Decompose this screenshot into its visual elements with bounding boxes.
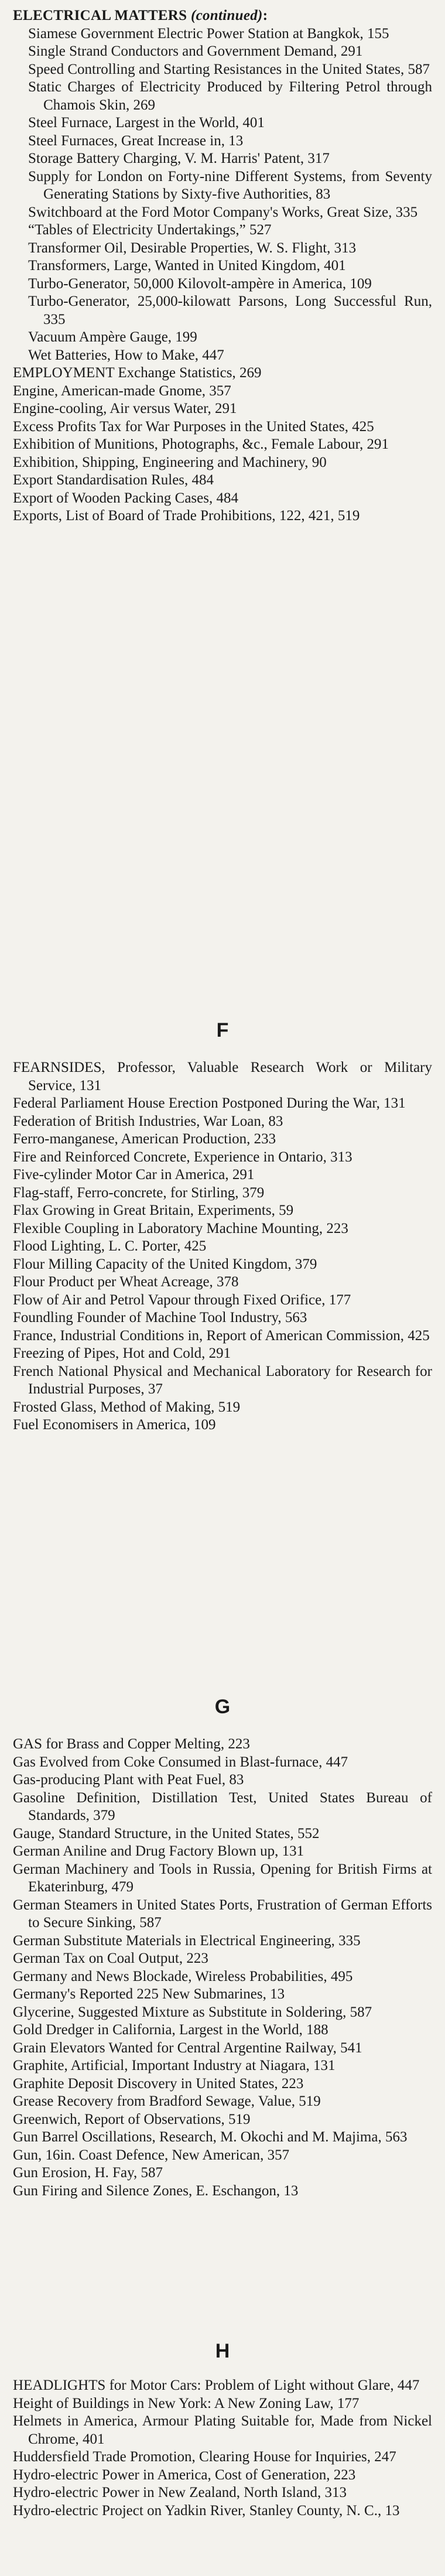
index-entry: Ferro-manganese, American Production, 233 — [13, 1131, 276, 1147]
index-entry: Hydro-electric Power in America, Cost of Generation, 223 — [13, 2466, 356, 2483]
index-entry: Gun Barrel Oscillations, Research, M. Okochi and M. Majima, 563 — [13, 2129, 408, 2145]
index-entry: Turbo-Generator, 25,000-kilowatt Parsons, Long Successful Run, 335 — [28, 293, 432, 327]
entry-list — [13, 364, 432, 525]
index-entry: Flexible Coupling in Laboratory Machine Mounting, 223 — [13, 1220, 348, 1236]
index-entry: Five-cylinder Motor Car in America, 291 — [13, 1167, 255, 1183]
index-entry: Flour Product per Wheat Acreage, 378 — [13, 1274, 239, 1290]
index-entry: EMPLOYMENT Exchange Statistics, 269 — [13, 365, 262, 381]
index-entry: Flag-staff, Ferro-concrete, for Stirling, 379 — [13, 1184, 265, 1201]
index-entry: Export of Wooden Packing Cases, 484 — [13, 490, 238, 506]
section-f — [13, 1059, 432, 1434]
index-entry: Static Charges of Electricity Produced by Filtering Petrol through Chamois Skin, 269 — [28, 79, 432, 113]
index-entry: Gun Firing and Silence Zones, E. Eschangon, 13 — [13, 2182, 299, 2199]
index-entry: Siamese Government Electric Power Station at Bangkok, 155 — [28, 25, 389, 42]
index-entry: Helmets in America, Armour Plating Suitable for, Made from Nickel Chrome, 401 — [13, 2413, 432, 2447]
heading-continued: (continued) — [190, 8, 263, 23]
index-entry: Gold Dredger in California, Largest in the World, 188 — [13, 2022, 328, 2038]
index-entry: Hydro-electric Power in New Zealand, North Island, 313 — [13, 2485, 347, 2500]
entry-list — [13, 1059, 432, 1434]
section-letter-h: H — [215, 2340, 230, 2362]
index-entry: Gun, 16in. Coast Defence, New American, 357 — [13, 2147, 290, 2163]
index-entry: FEARNSIDES, Professor, Valuable Research Work or Military Service, 131 — [13, 1060, 432, 1094]
section-g — [13, 1735, 432, 2200]
section-letter-f: F — [216, 1019, 229, 1041]
heading-text: ELECTRICAL MATTERS — [13, 8, 187, 23]
index-entry: French National Physical and Mechanical Laboratory for Research for Industrial Purposes, 37 — [13, 1363, 432, 1397]
index-entry: Frosted Glass, Method of Making, 519 — [13, 1399, 241, 1415]
index-entry: Federal Parliament House Erection Postponed During the War, 131 — [13, 1095, 406, 1111]
index-entry: Foundling Founder of Machine Tool Industry, 563 — [13, 1310, 307, 1325]
index-entry: Grain Elevators Wanted for Central Argentine Railway, 541 — [13, 2039, 362, 2056]
index-entry: Greenwich, Report of Observations, 519 — [13, 2111, 251, 2127]
index-entry: Vacuum Ampère Gauge, 199 — [28, 329, 197, 345]
index-entry: “Tables of Electricity Undertakings,” 527 — [28, 222, 272, 238]
index-entry: Graphite, Artificial, Important Industry at Niagara, 131 — [13, 2058, 336, 2073]
index-entry: Germany's Reported 225 New Submarines, 13 — [13, 1986, 285, 2002]
index-entry: France, Industrial Conditions in, Report of American Commission, 425 — [13, 1327, 430, 1344]
index-entry: Exports, List of Board of Trade Prohibitions, 122, 421, 519 — [13, 508, 360, 524]
index-entry: German Aniline and Drug Factory Blown up, 131 — [13, 1843, 304, 1859]
heading-colon: : — [262, 8, 268, 23]
index-entry: Glycerine, Suggested Mixture as Substitute in Soldering, 587 — [13, 2004, 372, 2020]
index-entry: Speed Controlling and Starting Resistances in the United States, 587 — [28, 61, 430, 77]
index-entry: Height of Buildings in New York: A New Zoning Law, 177 — [13, 2395, 360, 2411]
index-entry: Steel Furnaces, Great Increase in, 13 — [28, 132, 244, 149]
index-entry: Steel Furnace, Largest in the World, 401 — [28, 115, 265, 131]
index-entry: HEADLIGHTS for Motor Cars: Problem of Light without Glare, 447 — [13, 2377, 420, 2393]
index-entry: GAS for Brass and Copper Melting, 223 — [13, 1736, 250, 1752]
index-entry: Gas-producing Plant with Peat Fuel, 83 — [13, 1772, 244, 1788]
index-entry: Gun Erosion, H. Fay, 587 — [13, 2165, 163, 2181]
index-entry: Switchboard at the Ford Motor Company's Works, Great Size, 335 — [28, 204, 418, 220]
index-entry: Graphite Deposit Discovery in United States, 223 — [13, 2075, 304, 2092]
index-entry: Flax Growing in Great Britain, Experiments, 59 — [13, 1202, 294, 1218]
index-entry: Transformer Oil, Desirable Properties, W. S. Flight, 313 — [28, 240, 357, 256]
index-entry: Freezing of Pipes, Hot and Cold, 291 — [13, 1345, 231, 1361]
index-entry: Engine-cooling, Air versus Water, 291 — [13, 401, 237, 416]
index-entry: German Steamers in United States Ports, Frustration of German Efforts to Secure Sinking, 587 — [13, 1897, 432, 1931]
index-entry: Turbo-Generator, 50,000 Kilovolt-ampère in America, 109 — [28, 275, 372, 292]
index-entry: Flood Lighting, L. C. Porter, 425 — [13, 1238, 207, 1254]
section-heading — [13, 7, 432, 25]
index-entry: Exhibition, Shipping, Engineering and Machinery, 90 — [13, 454, 327, 470]
section-h — [13, 2377, 432, 2520]
index-entry: Gas Evolved from Coke Consumed in Blast-furnace, 447 — [13, 1754, 348, 1770]
index-entry: Germany and News Blockade, Wireless Probabilities, 495 — [13, 1968, 353, 1984]
index-entry: Grease Recovery from Bradford Sewage, Value, 519 — [13, 2093, 321, 2109]
index-entry: Exhibition of Munitions, Photographs, &c., Female Labour, 291 — [13, 436, 389, 452]
entry-list — [13, 1735, 432, 2200]
index-entry: Gasoline Definition, Distillation Test, United States Bureau of Standards, 379 — [13, 1789, 432, 1823]
section-electrical-matters — [13, 7, 432, 525]
index-entry: Fuel Economisers in America, 109 — [13, 1417, 216, 1433]
index-entry: Flour Milling Capacity of the United Kingdom, 379 — [13, 1256, 317, 1272]
entry-list — [13, 2377, 432, 2520]
section-letter-g: G — [214, 1696, 231, 1718]
index-entry: Wet Batteries, How to Make, 447 — [28, 347, 224, 363]
sub-entry-list — [13, 25, 432, 365]
index-entry: Huddersfield Trade Promotion, Clearing House for Inquiries, 247 — [13, 2449, 396, 2465]
index-entry: Gauge, Standard Structure, in the United States, 552 — [13, 1825, 320, 1842]
index-entry: Federation of British Industries, War Loan, 83 — [13, 1113, 283, 1129]
index-entry: Single Strand Conductors and Government Demand, 291 — [28, 43, 363, 59]
index-entry: Transformers, Large, Wanted in United Kingdom, 401 — [28, 258, 346, 274]
index-entry: German Machinery and Tools in Russia, Opening for British Firms at Ekaterinburg, 479 — [13, 1861, 432, 1895]
index-entry: Excess Profits Tax for War Purposes in the United States, 425 — [13, 418, 374, 435]
index-entry: Flow of Air and Petrol Vapour through Fixed Orifice, 177 — [13, 1292, 351, 1308]
index-entry: Fire and Reinforced Concrete, Experience in Ontario, 313 — [13, 1149, 352, 1165]
index-entry: Hydro-electric Project on Yadkin River, Stanley County, N. C., 13 — [13, 2502, 400, 2519]
index-entry: Supply for London on Forty-nine Different Systems, from Seventy Generating Stations by Sixty-five Authorities, 83 — [28, 168, 432, 202]
index-entry: German Tax on Coal Output, 223 — [13, 1950, 208, 1966]
index-entry: Export Standardisation Rules, 484 — [13, 472, 214, 488]
index-entry: Storage Battery Charging, V. M. Harris' Patent, 317 — [28, 151, 330, 166]
index-entry: German Substitute Materials in Electrical Engineering, 335 — [13, 1932, 361, 1949]
index-entry: Engine, American-made Gnome, 357 — [13, 382, 231, 399]
